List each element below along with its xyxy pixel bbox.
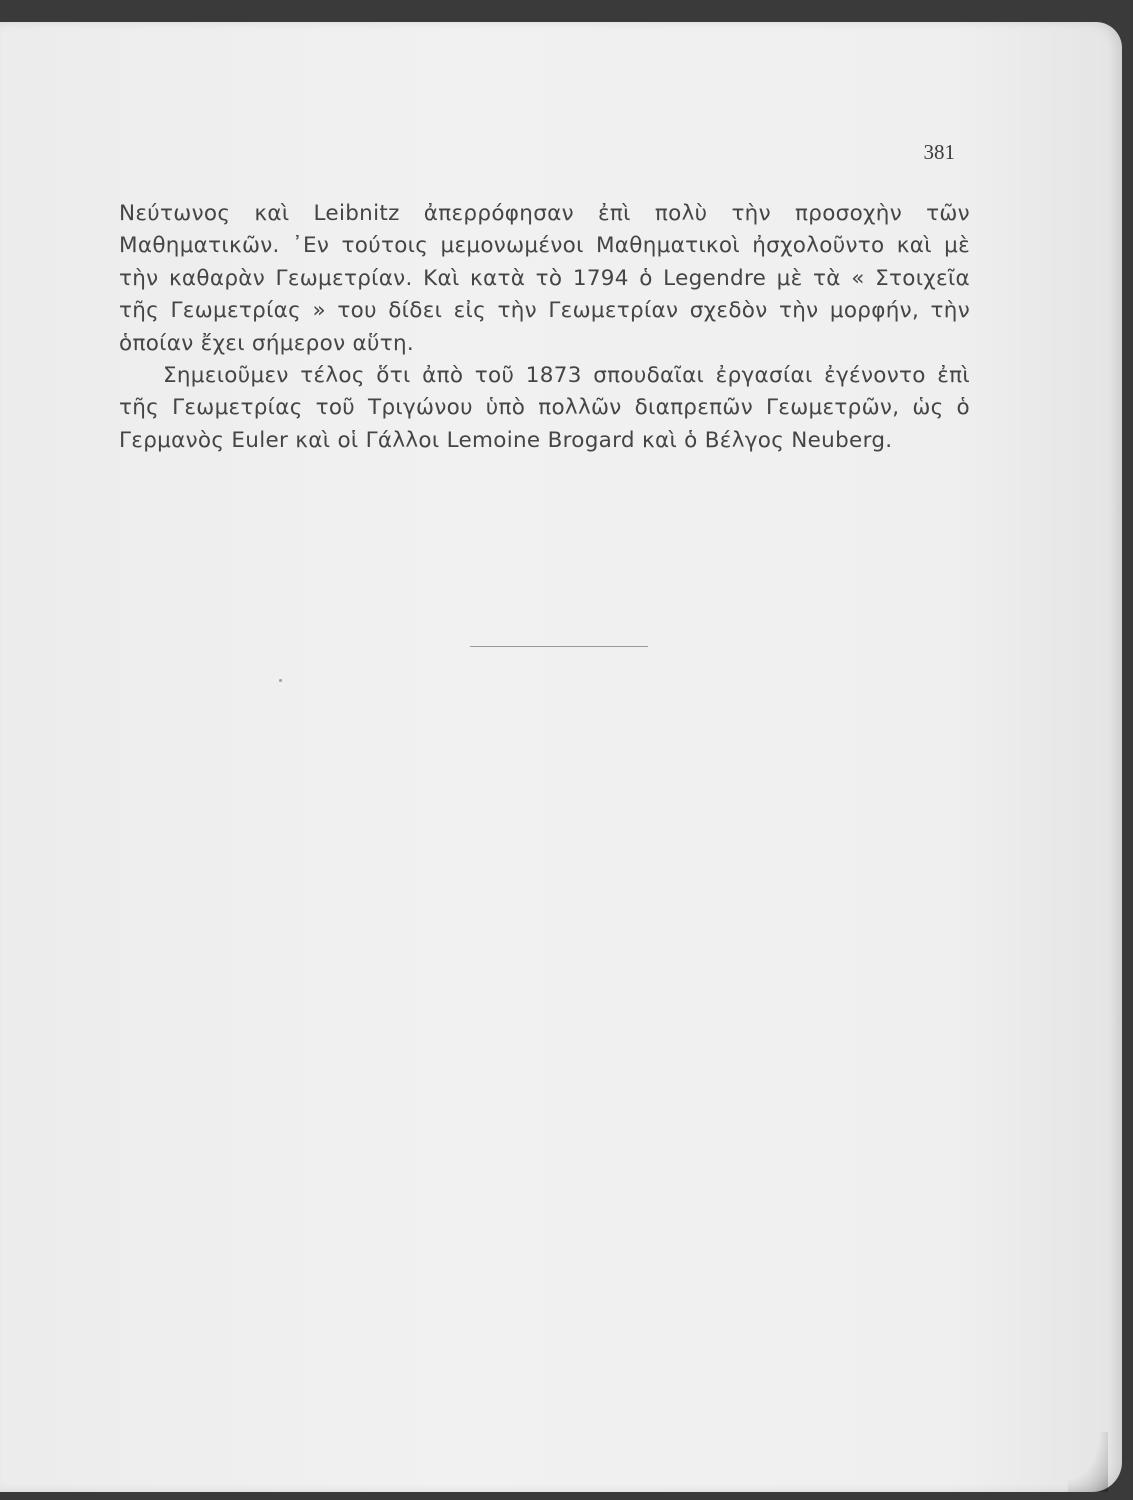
paper-speck <box>279 679 282 682</box>
paragraph-triangle-geometry: Σημειοῦμεν τέλος ὅτι ἀπὸ τοῦ 1873 σπουδαῖαι ἐργασίαι ἐγένοντο ἐπὶ τῆς Γεωμετρίας τοῦ Τριγώνου ὑπὸ πολλῶν διαπρεπῶν Γεωμετρῶν, ὡς ὁ Γερμανὸς Euler καὶ οἱ Γάλλοι Lemoine Brogard καὶ ὁ Βέλγος Neuberg. <box>119 363 970 453</box>
book-page <box>0 22 1122 1492</box>
page-number: 381 <box>923 140 955 164</box>
page-corner-shadow <box>1068 1432 1108 1492</box>
body-text <box>119 198 970 457</box>
section-divider <box>470 646 648 647</box>
paragraph-continuation: Νεύτωνος καὶ Leibnitz ἀπερρόφησαν ἐπὶ πολὺ τὴν προσοχὴν τῶν Μαθηματικῶν. ᾿Εν τούτοις μεμονωμένοι Μαθηματικοὶ ἠσχολοῦντο καὶ μὲ τὴν καθαρὰν Γεωμετρίαν. Καὶ κατὰ τὸ 1794 ὁ Legendre μὲ τὰ « Στοιχεῖα τῆς Γεωμετρίας » του δίδει εἰς τὴν Γεωμετρίαν σχεδὸν τὴν μορφήν, τὴν ὁποίαν ἔχει σήμερον αὕτη. <box>119 201 970 356</box>
